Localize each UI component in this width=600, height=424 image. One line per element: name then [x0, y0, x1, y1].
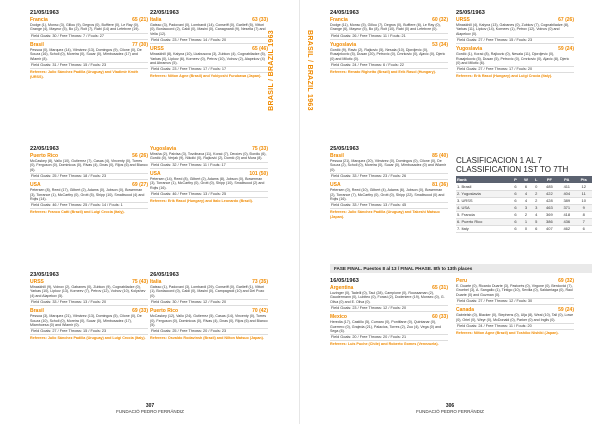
- game-block: [330, 146, 448, 180]
- team-score: 56 (26): [132, 153, 148, 159]
- classification-cell: 8: [575, 211, 592, 218]
- classification-cell: 6: [511, 190, 520, 197]
- left-column-5: [30, 272, 148, 341]
- classification-cell: 418: [558, 211, 575, 218]
- team-score: 73 (35): [252, 279, 268, 285]
- classification-cell: 9: [575, 204, 592, 211]
- classification-cell: 6: [575, 225, 592, 232]
- classification-cell: 2. Yugoslavia: [456, 190, 511, 197]
- classification-cell: 1. Brasil: [456, 183, 511, 190]
- field-goals-line: Field Goals: 23 / Free Throws: 12 / Fouls: 20: [330, 305, 448, 312]
- team-score: 77 (30): [132, 41, 148, 48]
- classification-cell: 4: [520, 190, 532, 197]
- classification-cell: 404: [558, 190, 575, 197]
- right-column-4: [330, 278, 448, 347]
- field-goals-line: Field Goals: 33 / Free Throws: 13 / Fouls: 45: [330, 202, 448, 209]
- classification-cell: 4: [532, 211, 541, 218]
- game-date: 22/05/1963: [150, 10, 179, 16]
- field-goals-line: Field Goals: 31 / Free Throws: 15 / Fouls: 23: [30, 62, 148, 69]
- classification-cell: 386: [541, 218, 558, 225]
- left-vertical-title: BRASIL / BRAZIL 1963: [268, 30, 275, 111]
- classification-header: Pts: [575, 176, 592, 183]
- player-list: Gabrielsh (0), Blacker (0), Stephens (0), Ulja (8), Weal (10), Tall (0), Lowe (0), Oriel (0), Weyr (0), McDonald (0), Parker (0) and Inglis (0).: [456, 313, 574, 322]
- player-list: Petersen (0), Reed (10), Gilbert (4), Adams (6), Jobson (0), Bowerman (2), Torrance (7), McCarthy (0), Grott (0), Shipp (22), Smallwood (0) and Rojts (16).: [330, 188, 445, 202]
- player-list: Minaskhill (4), Kalyna (13), Gabanes (0), Zubkov (7), Cognabiladze (8), Yarkas (11), Lipkov (14), Korneev (1), Petrov (12), Volnov (0) and Alapekov (0).: [456, 23, 570, 36]
- classification-cell: 3: [520, 204, 532, 211]
- field-goals-line: Field Goals: 27 / Free Throws: 15 / Fouls: 23: [456, 37, 574, 44]
- field-goals-line: Field Goals: 25 / Free Throws: 20 / Fouls: 23: [150, 328, 268, 335]
- team-name: URSS: [30, 279, 44, 285]
- game-date: 25/05/1963: [330, 146, 359, 152]
- team-name: Francia: [330, 17, 348, 23]
- classification-cell: 4: [520, 197, 532, 204]
- classification-cell: 6: [520, 183, 532, 190]
- classification-table: [456, 176, 592, 233]
- referees-line: Referees: Erik Rasol (Hungary) and Luigi Crocia (Italy).: [456, 74, 553, 79]
- player-list: Pessoa (21), Marquez (20), Vilmárez (0), Domingos (0), Cilone (0), De Souza (2), Scholl (0), Moreira (0), Sucar (0), Mimbusadez (0) and Wlamir (0).: [330, 159, 447, 172]
- classification-cell: 407: [541, 225, 558, 232]
- field-goals-line: Field Goals: 33 / Free Throws: 13 / Fouls: 20: [30, 299, 148, 306]
- classification-cell: 6: [511, 183, 520, 190]
- game-block: [330, 10, 448, 40]
- player-list: McCaskey (12), Vallo (24), Gutierrez (5), Casas (14), Vincenty (0), Torres (0), Ferguson (0), Dominicus (0), Rivas (4), Dnas (0), Rijos (6) and Bianco (5).: [150, 314, 268, 328]
- team-name: Brasil: [30, 308, 44, 315]
- game-block: [330, 42, 448, 75]
- classification-cell: 7: [575, 218, 592, 225]
- game-date: 24/05/1963: [330, 10, 359, 16]
- team-score: 75 (43): [132, 279, 148, 285]
- left-column-3: [30, 146, 148, 215]
- classification-cell: 411: [558, 183, 575, 190]
- classification-cell: 3: [532, 204, 541, 211]
- classification-header: W: [520, 176, 532, 183]
- game-date: 21/05/1963: [30, 10, 59, 16]
- player-list: Luzinger (0), Tadelli (0), Taul (28), Campione (0), Roussaman (2), Gaudermann (0), Lubiteo (0), Forasi (2), Dodeniere (19), Monsec (0), G. Oliva (0) and E. Oliva (0).: [330, 291, 445, 304]
- game-block: [30, 10, 148, 40]
- field-goals-line: Field Goals: 30 / Free Throws: 12 / Fouls: 20: [150, 299, 268, 306]
- player-list: McCaskey (8), Vallo (10), Gutierrez (7), Casas (4), Vincenty (0), Torres (0), Ferguson (0), Dominicus (0), Rivas (4), Dnas (0), Rijos (6) and Bianco (6).: [30, 159, 148, 172]
- classification-cell: 6: [511, 225, 520, 232]
- game-block: [150, 272, 268, 306]
- game-block: [30, 42, 148, 79]
- team-score: 75 (33): [252, 146, 268, 152]
- classification-cell: 6: [511, 204, 520, 211]
- team-score: 65 (46): [252, 46, 268, 53]
- player-list: Dodge (1), Monsc (3), Gillou (9), Degros (0), Buffiere (0), Le Ray (0), Grange (4), Mayeur (5), Bo (2), Roit (7), Rabi (14) and Lefebvre (19).: [30, 23, 140, 32]
- game-date: 16/05/1963: [330, 278, 359, 284]
- team-name: USA: [150, 170, 161, 177]
- classification-row: [456, 204, 592, 211]
- field-goals-line: Field Goals: 46 / Free Throws: 13 / Fouls: 25: [150, 191, 268, 198]
- player-list: Heredia (17), Castillo (5), Cumaro (0), Pontifane (0), Quintanar (0), Guerrero (0), Grajeda (21), Palacios, Torres (2), Zuo (4), Vega (0) and Sega (6).: [330, 320, 441, 334]
- team-name: Argentina: [330, 285, 354, 291]
- game-block: [30, 308, 148, 341]
- team-score: 81 (36): [432, 182, 448, 189]
- game-block: [150, 10, 268, 44]
- game-block: [150, 46, 268, 79]
- player-list: Minaskhill (9), Volnov (2), Gabanes (0), Zubkov (9), Cognabiladze (0), Yarkas (10), Lipkov (13), Korneev (7), Petrov (12), Volnov (10), Kolyshev (4) and Alapekov (5).: [30, 285, 146, 298]
- game-block: [30, 182, 148, 215]
- team-score: 60 (33): [432, 314, 448, 321]
- field-goals-line: Field Goals: 23 / Free Throws: 14 / Fouls: 20: [150, 37, 268, 44]
- final-phase-banner: FASE FINAL. Puestos 8 al 13 / FINAL PHASE. 8th to 13th places: [330, 264, 592, 273]
- player-list: Dodge (11), Monsc (5), Gillou (7), Degros (0), Buffiere (8), Le Ray (0), Grange (6), Mayeur (5), Bo (8), Roit (10), Rabi (0) and Lefebvre (0).: [330, 23, 441, 32]
- classification-cell: 369: [541, 211, 558, 218]
- team-name: URSS: [456, 17, 470, 23]
- team-name: Brasil: [30, 41, 44, 48]
- classification-cell: 3. URSS: [456, 197, 511, 204]
- field-goals-line: Field Goals: 23 / Free Throws: 17 / Fouls: 17: [150, 66, 268, 73]
- classification-cell: 0: [520, 225, 532, 232]
- classification-row: [456, 211, 592, 218]
- classification-cell: 389: [558, 197, 575, 204]
- field-goals-line: Field Goals: 46 / Free Throws: 25 / Fouls: 14 / Fouls: 1: [30, 202, 148, 209]
- classification-cell: 2: [532, 197, 541, 204]
- classification-row: [456, 218, 592, 225]
- game-block: [30, 146, 148, 180]
- player-list: Petersen (14), Reed (8), Gilbert (2), Adams (8), Jobson (0), Bowerman (3), Torrance (1), McCarthy (0), Grott (0), Shipp (10), Smallwood (2) and Rojts (16).: [150, 176, 265, 190]
- game-block: [330, 314, 448, 347]
- classification-cell: 10: [575, 197, 592, 204]
- classification-row: [456, 197, 592, 204]
- left-column-4: [150, 146, 268, 204]
- left-column-2: [150, 10, 268, 79]
- team-name: Canada: [456, 307, 475, 314]
- referees-line: Referees: Julio Sánchez Padilla (Uruguay) and Vladimir Kmčh (URSS).: [30, 70, 139, 79]
- game-block: [150, 146, 268, 169]
- player-list: Minsha (2), Palvisa (3), Tovdinava (11), Korać (7), Deoćev (0), Đordiu (6), Gordić (0), Verjak (9), Nikolić (0), Rajković (2), Domić (0) and Mura (8).: [150, 152, 267, 161]
- field-goals-line: Field Goals: 24 / Free Throws: 6 / Fouls: 22: [330, 62, 448, 69]
- game-block: [330, 182, 448, 219]
- team-name: Puerto Rico: [150, 308, 179, 315]
- game-block: [456, 307, 574, 335]
- classification-cell: 428: [541, 197, 558, 204]
- field-goals-line: Field Goals: 25 / Free Throws: 18 / Fouls: 23: [30, 173, 148, 180]
- player-list: E. Duarte (0), Ricardo Duarte (3), Pastorés (0), Virgone (0), Berdovici (7), Gruebel (3), A. Sangallo (1), Tintigo (10), Sevilla (0), Saldarriaga (0), Raul Duarte (0) and Guzman (0).: [456, 284, 573, 297]
- classification-cell: 6. Puerto Rico: [456, 218, 511, 225]
- team-score: 65 (31): [432, 285, 448, 291]
- field-goals-line: Field Goals: 30 / Free Throws: 7 / Fouls: 27: [30, 33, 148, 40]
- referees-line: Referees: Julio Sánchez Padilla (Uruguay) and Takeshi Matsuo (Japan).: [330, 210, 440, 219]
- player-list: Gatsso (3), Padovani (0), Lombardi (14), Conseiff (0), Garlieff (5), Vittori (0), Bonlaccord (2), Caldi (0), Masini (0), Canagnardi (9), Nesella (7) and Vella (12).: [150, 23, 266, 36]
- classification-cell: 485: [541, 183, 558, 190]
- team-score: 59 (24): [558, 307, 574, 314]
- referees-line: Referees: Julio Sánchez Padilla (Uruguay) and Luigi Crocia (Italy).: [30, 336, 146, 341]
- classification-title: [456, 156, 592, 174]
- team-score: 69 (32): [558, 278, 574, 284]
- player-list: Pessoa (3), Marquez (21), Vilmárez (13), Domingos (5), Cilone (0), De Souza (10), Scholl (0), Moreira (0), Sucar (0), Mimbusadez (17), Mlamhoesa (0) and Wlamir (0).: [30, 314, 142, 328]
- team-name: Puerto Rico: [30, 153, 59, 159]
- field-goals-line: Field Goals: 24 / Free Throws: 11 / Fouls: 20: [456, 323, 574, 330]
- player-list: Gatsso (1), Padovani (3), Lombardi (29), Conseiff (0), Garlieff (1), Vittori (1), Bonlaccord (0), Caldi (0), Masini (0), Campagnoli (10) and Del Pozo (0).: [150, 285, 265, 298]
- game-date: 23/05/1963: [30, 272, 59, 278]
- field-goals-line: Field Goals: 27 / Free Throws: 15 / Fouls: 23: [30, 328, 148, 335]
- referees-line: Referees: Franco Catti (Brazil) and Luigi Crocia (Italy).: [30, 210, 125, 215]
- field-goals-line: Field Goals: 20 / Free Throws: 20 / Fouls: 21: [330, 334, 448, 341]
- referees-line: Referees: Nilton Agne (Brasil) and Yokiyoshi Furubawa (Japan).: [150, 74, 262, 79]
- game-date: 26/05/1963: [150, 272, 179, 278]
- game-date: 25/05/1963: [456, 10, 485, 16]
- game-block: [456, 278, 574, 305]
- classification-cell: 6: [511, 211, 520, 218]
- team-name: Italia: [150, 17, 162, 23]
- game-block: [330, 278, 448, 312]
- classification-cell: 1: [520, 218, 532, 225]
- classification-cell: 436: [558, 218, 575, 225]
- team-score: 69 (27): [132, 182, 148, 189]
- classification-row: [456, 183, 592, 190]
- classification-header: PF: [541, 176, 558, 183]
- classification-cell: 4. USA: [456, 204, 511, 211]
- player-list: Gordić (9), Ravic (2), Rajkovic (5), Nesala (10), Djordjevic (0), Rusajnkovic (5), Dusan (20), Petrovic (0), Cmrkovic (0), Ajavic (0), Djeric (0) and Milotic (0).: [330, 47, 446, 61]
- classification-header: L: [532, 176, 541, 183]
- classification-cell: 6: [532, 225, 541, 232]
- classification-cell: 463: [541, 204, 558, 211]
- field-goals-line: Field Goals: 33 / Free Throws: 23 / Fouls: 26: [330, 173, 448, 180]
- team-name: Mexico: [330, 314, 347, 321]
- field-goals-line: Field Goals: 27 / Free Throws: 12 / Fouls: 30: [456, 298, 574, 305]
- right-page: [300, 0, 600, 424]
- classification-cell: 371: [558, 204, 575, 211]
- classification-title-en: CLASSIFICATION 1ST TO 7TH: [456, 165, 569, 174]
- referees-line: Referees: Nilton Agne (Brazil) and Toshiko Nishiki (Japan).: [456, 331, 559, 336]
- classification-cell: 6: [511, 218, 520, 225]
- game-block: [456, 10, 574, 44]
- game-date: 22/05/1963: [30, 146, 59, 152]
- player-list: Pessoa (0), Marquez (14), Vilmárez (13), Domingos (9), Cilone (0), De Souza (16), Scholl (0), Moreira (0), Sucar (0), Mimbusadez (17) and Wlamir (8).: [30, 47, 142, 61]
- right-page-number: 306 FUNDACIÓ PEDRO FERRÁNDIZ: [416, 403, 484, 414]
- field-goals-line: Field Goals: 27 / Free Throws: 17 / Fouls: 20: [456, 66, 574, 73]
- team-name: USA: [330, 182, 341, 189]
- right-column-1: [330, 10, 448, 75]
- right-column-5: [456, 278, 574, 336]
- field-goals-line: Field Goals: 32 / Free Throws: 11 / Fouls: 17: [150, 162, 268, 169]
- classification-header: Rank: [456, 176, 511, 183]
- player-list: Petersen (8), Reed (17), Gilbert (2), Adams (0), Jobson (0), Bowerman (3), Torrance (1), McCarthy (0), Grott (5), Shipp (10), Smallwood (4) and Rojts (14).: [30, 188, 145, 202]
- team-score: 69 (33): [132, 308, 148, 315]
- team-score: 101 (50): [249, 170, 268, 177]
- classification-cell: 2: [532, 190, 541, 197]
- classification-header: PA: [558, 176, 575, 183]
- classification-row: [456, 225, 592, 232]
- referees-line: Referees: Renato Righetto (Brazil) and Erik Rasol (Hungary).: [330, 70, 436, 75]
- classification-cell: 0: [532, 183, 541, 190]
- team-name: Yugoslavia: [330, 41, 357, 48]
- right-vertical-title: BRASIL / BRAZIL 1963: [306, 30, 313, 111]
- team-score: 67 (26): [558, 17, 574, 23]
- team-name: USA: [30, 182, 41, 189]
- game-block: [150, 171, 268, 204]
- team-name: Peru: [456, 278, 468, 284]
- classification-row: [456, 190, 592, 197]
- referees-line: Referees: Erik Rasol (Hungary) and Italo Leonardo (Brazil).: [150, 199, 253, 204]
- classification-cell: 462: [558, 225, 575, 232]
- referees-line: Referees: Osvaldo Rodavinsh (Brazil) and Nilton Matsuo (Japan).: [150, 336, 264, 341]
- right-column-3: [330, 146, 448, 219]
- team-score: 70 (42): [252, 308, 268, 315]
- player-list: Minaskhill (8), Kalyna (10), Lkabusova (3), Zubkov (4), Cognabiladze (5), Yarkas (0), Lipkov (6), Korneev (0), Petrov (10), Volnov (2), Alapekov (4) and Abramov (5).: [150, 52, 266, 66]
- left-column-6: [150, 272, 268, 341]
- left-page-number: 307 FUNDACIÓ PEDRO FERRÁNDIZ: [116, 403, 184, 414]
- classification-cell: 422: [541, 190, 558, 197]
- team-name: Francia: [30, 17, 48, 23]
- game-block: [456, 46, 574, 79]
- team-score: 60 (32): [432, 17, 448, 23]
- game-block: [150, 308, 268, 341]
- game-block: [30, 272, 148, 306]
- field-goals-line: Field Goals: 26 / Free Throws: 11 / Fouls: 21: [330, 33, 448, 40]
- right-column-2: [456, 10, 574, 79]
- classification-cell: 5. Francia: [456, 211, 511, 218]
- team-score: 63 (33): [252, 17, 268, 23]
- left-column-1: [30, 10, 148, 79]
- referees-line: Referees: Luis Puche (Chile) and Roberto Gomes (Venezuela).: [330, 342, 439, 347]
- team-name: URSS: [150, 46, 164, 53]
- classification-cell: 2: [520, 211, 532, 218]
- classification-title-es: CLASIFICACION 1 AL 7: [456, 156, 542, 165]
- team-name: Yugoslavia: [150, 146, 177, 152]
- team-name: Italia: [150, 279, 162, 285]
- team-score: 59 (24): [558, 46, 574, 53]
- player-list: Gordić (1), Korać (8), Rajkovic (0), Nesala (11), Djordjevic (0), Rusajnkovic (5), Dusan (5), Petrovic (0), Cmrkovic (0), Ajavic (8), Djeric (0) and Milotic (6).: [456, 52, 570, 66]
- classification-cell: 6: [511, 197, 520, 204]
- classification-cell: 5: [532, 218, 541, 225]
- team-name: Brasil: [330, 153, 344, 159]
- team-score: 85 (40): [432, 153, 448, 159]
- team-name: Yugoslavia: [456, 46, 483, 53]
- classification-header: P: [511, 176, 520, 183]
- classification-cell: 7. Italy: [456, 225, 511, 232]
- classification-cell: 12: [575, 183, 592, 190]
- team-score: 53 (34): [432, 41, 448, 48]
- team-score: 65 (21): [132, 17, 148, 23]
- classification-cell: 11: [575, 190, 592, 197]
